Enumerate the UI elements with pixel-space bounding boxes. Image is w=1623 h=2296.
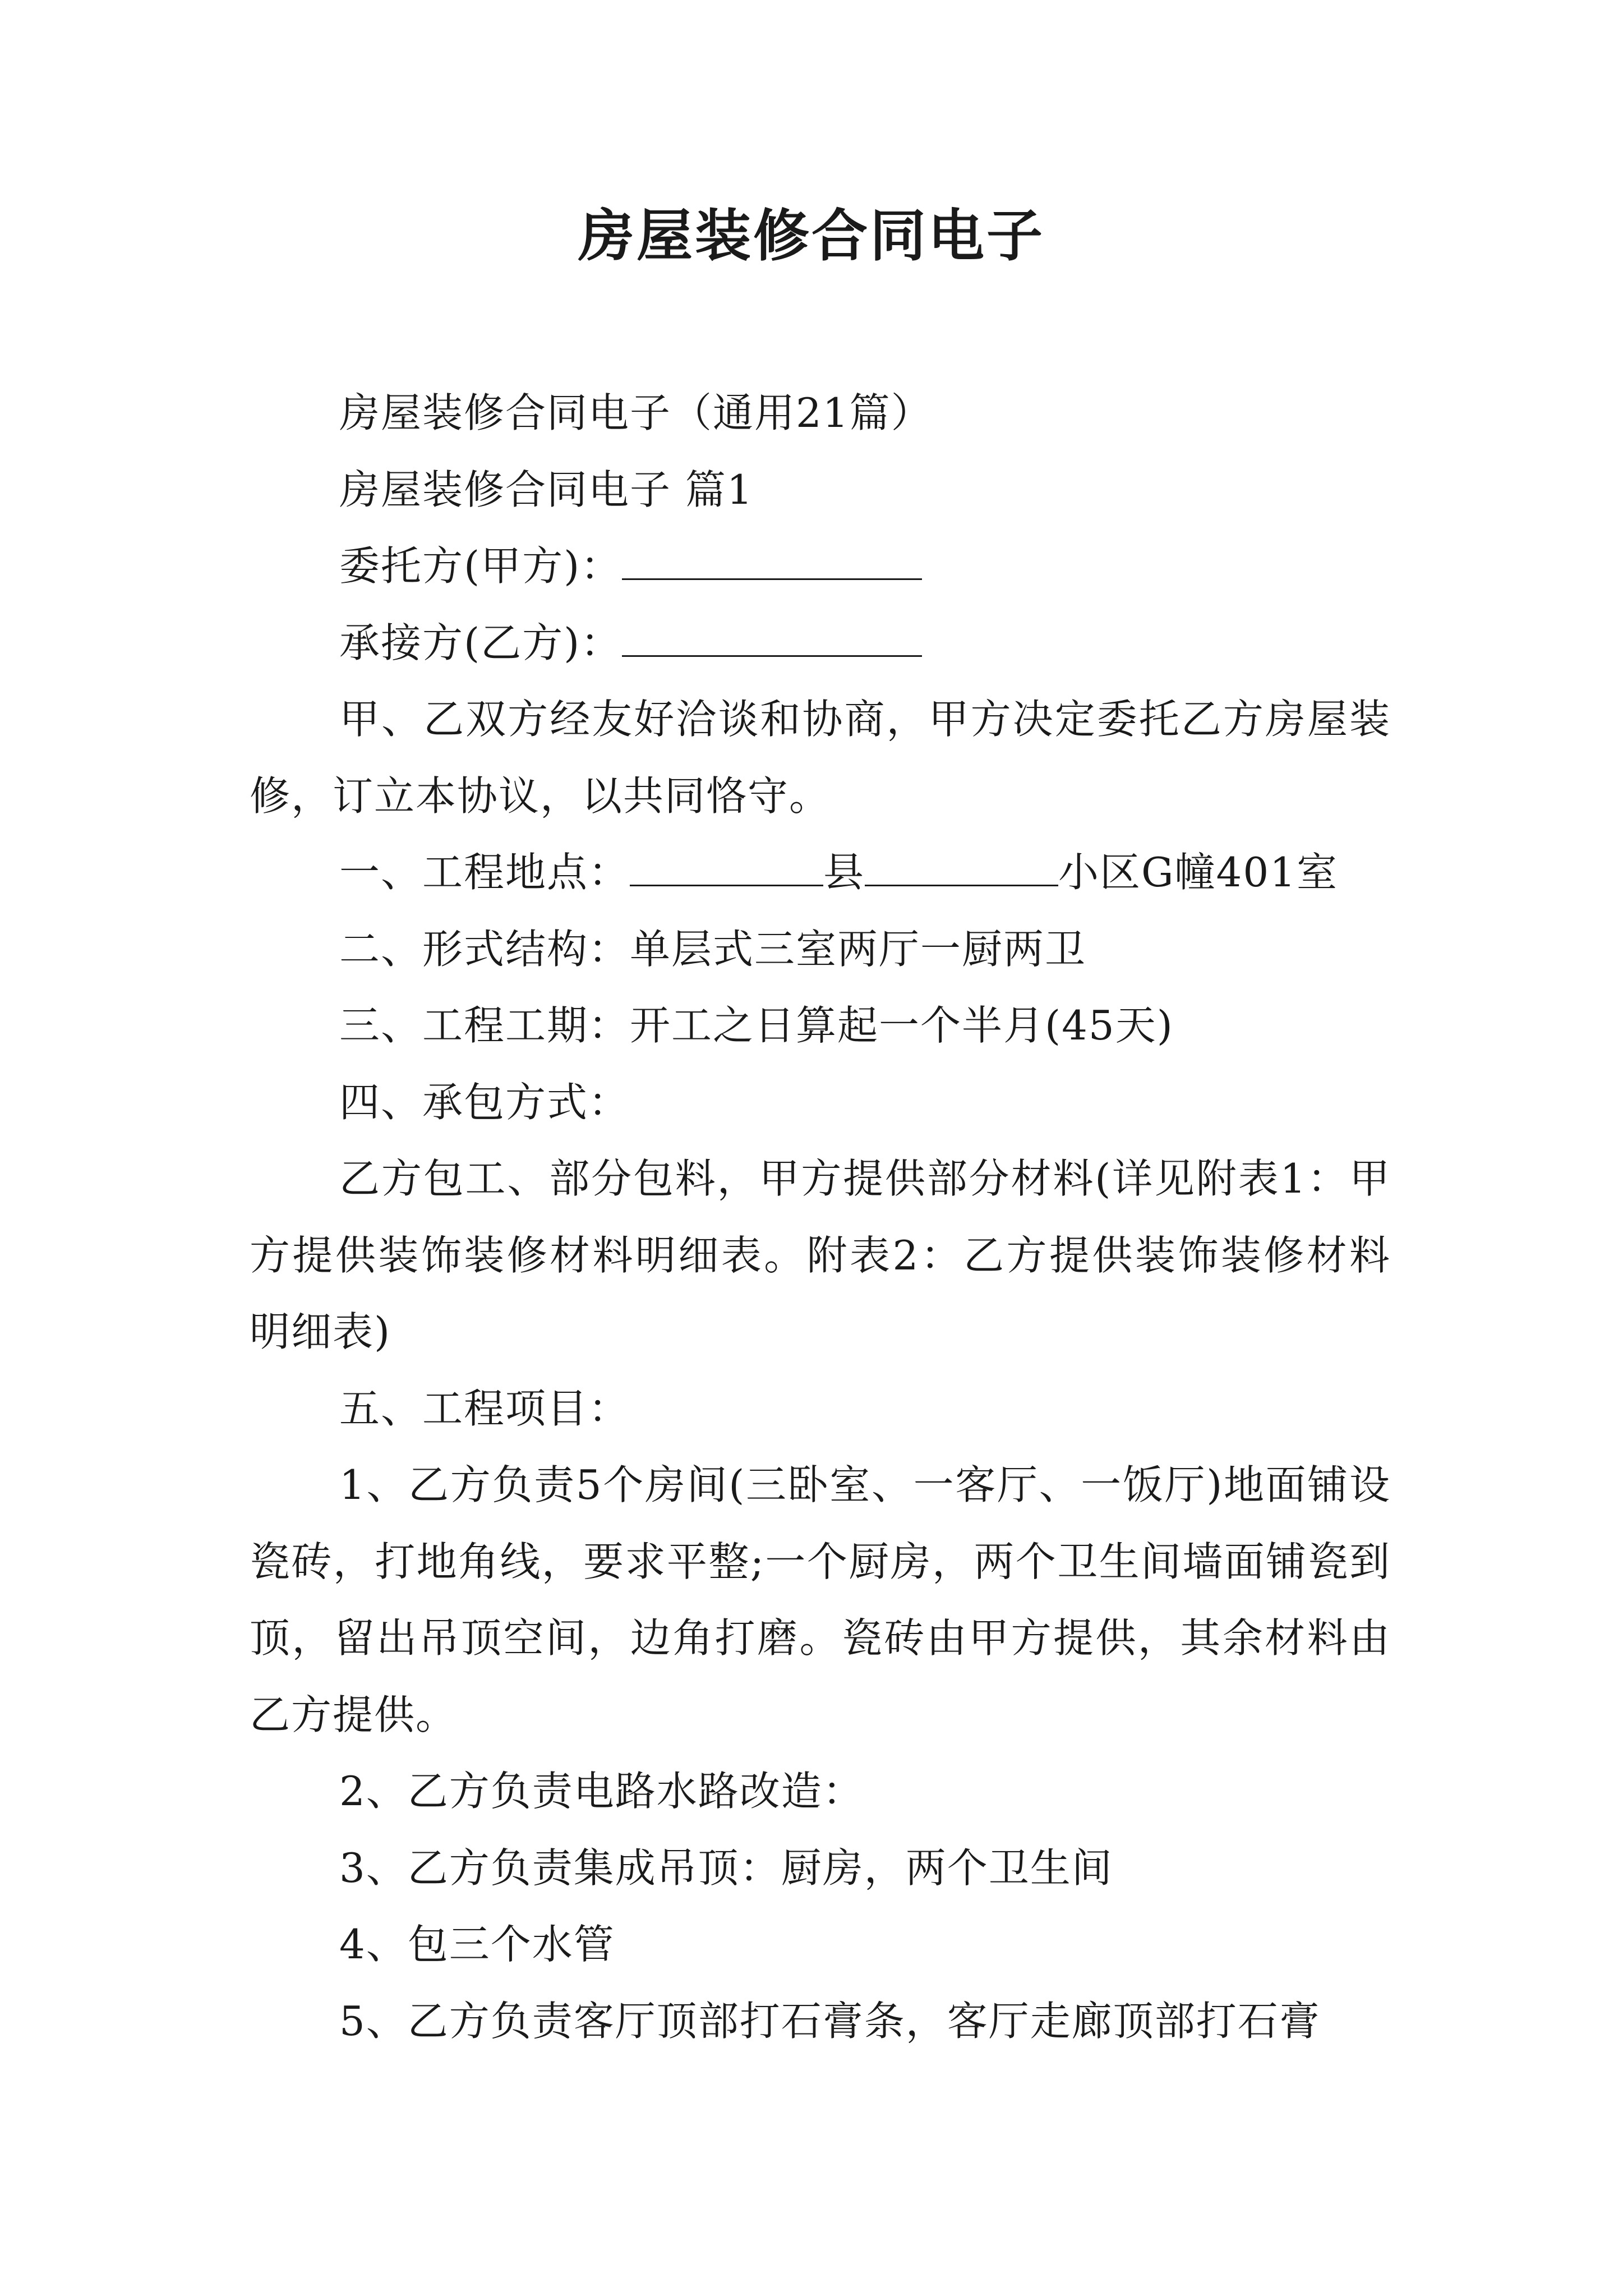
paragraph-item-2: 2、乙方负责电路水路改造： [339,1768,864,1815]
paragraph-item-5: 5、乙方负责客厅顶部打石膏条，客厅走廊顶部打石膏 [339,1997,1321,2045]
party-a-blank-line [622,545,922,580]
paragraph-project-items: 五、工程项目： [339,1384,630,1432]
paragraph-location [250,834,1391,911]
county-text: 县 [823,849,865,896]
paragraph-duration: 三、工程工期：开工之日算起一个半月(45天) [339,1002,1174,1049]
party-a-label: 委托方(甲方)： [339,542,623,590]
paragraph-agreement: 甲、乙双方经友好洽谈和协商，甲方决定委托乙方房屋装修，订立本协议，以共同恪守。 [250,696,1391,820]
location-label: 一、工程地点： [339,849,630,896]
community-blank-line [865,851,1058,886]
paragraph-party-a [250,528,1391,605]
paragraph-subtitle: 房屋装修合同电子（通用21篇） [339,389,933,436]
document-body [250,375,1391,2059]
document-title: 房屋装修合同电子 [578,203,1045,269]
paragraph-contract-method: 四、承包方式： [339,1078,630,1126]
paragraph-item-3: 3、乙方负责集成吊顶：厨房，两个卫生间 [339,1844,1113,1892]
party-b-blank-line [622,622,922,657]
county-blank-line [630,851,823,886]
paragraph-contract-method-detail: 乙方包工、部分包料，甲方提供部分材料(详见附表1：甲方提供装饰装修材料明细表。附表2：乙方提供装饰装修材料明细表) [250,1155,1391,1355]
paragraph-item-1: 1、乙方负责5个房间(三卧室、一客厅、一饭厅)地面铺设瓷砖，打地角线，要求平整;一个厨房，两个卫生间墙面铺瓷到顶，留出吊顶空间，边角打磨。瓷砖由甲方提供，其余材料由乙方提供。 [250,1461,1391,1738]
paragraph-party-b [250,605,1391,682]
party-b-label: 承接方(乙方)： [339,619,623,666]
paragraph-structure: 二、形式结构：单层式三室两厅一厨两卫 [339,925,1087,973]
paragraph-section-heading: 房屋装修合同电子 篇1 [339,466,754,513]
community-text: 小区G幢401室 [1058,849,1338,896]
paragraph-item-4: 4、包三个水管 [339,1921,615,1968]
